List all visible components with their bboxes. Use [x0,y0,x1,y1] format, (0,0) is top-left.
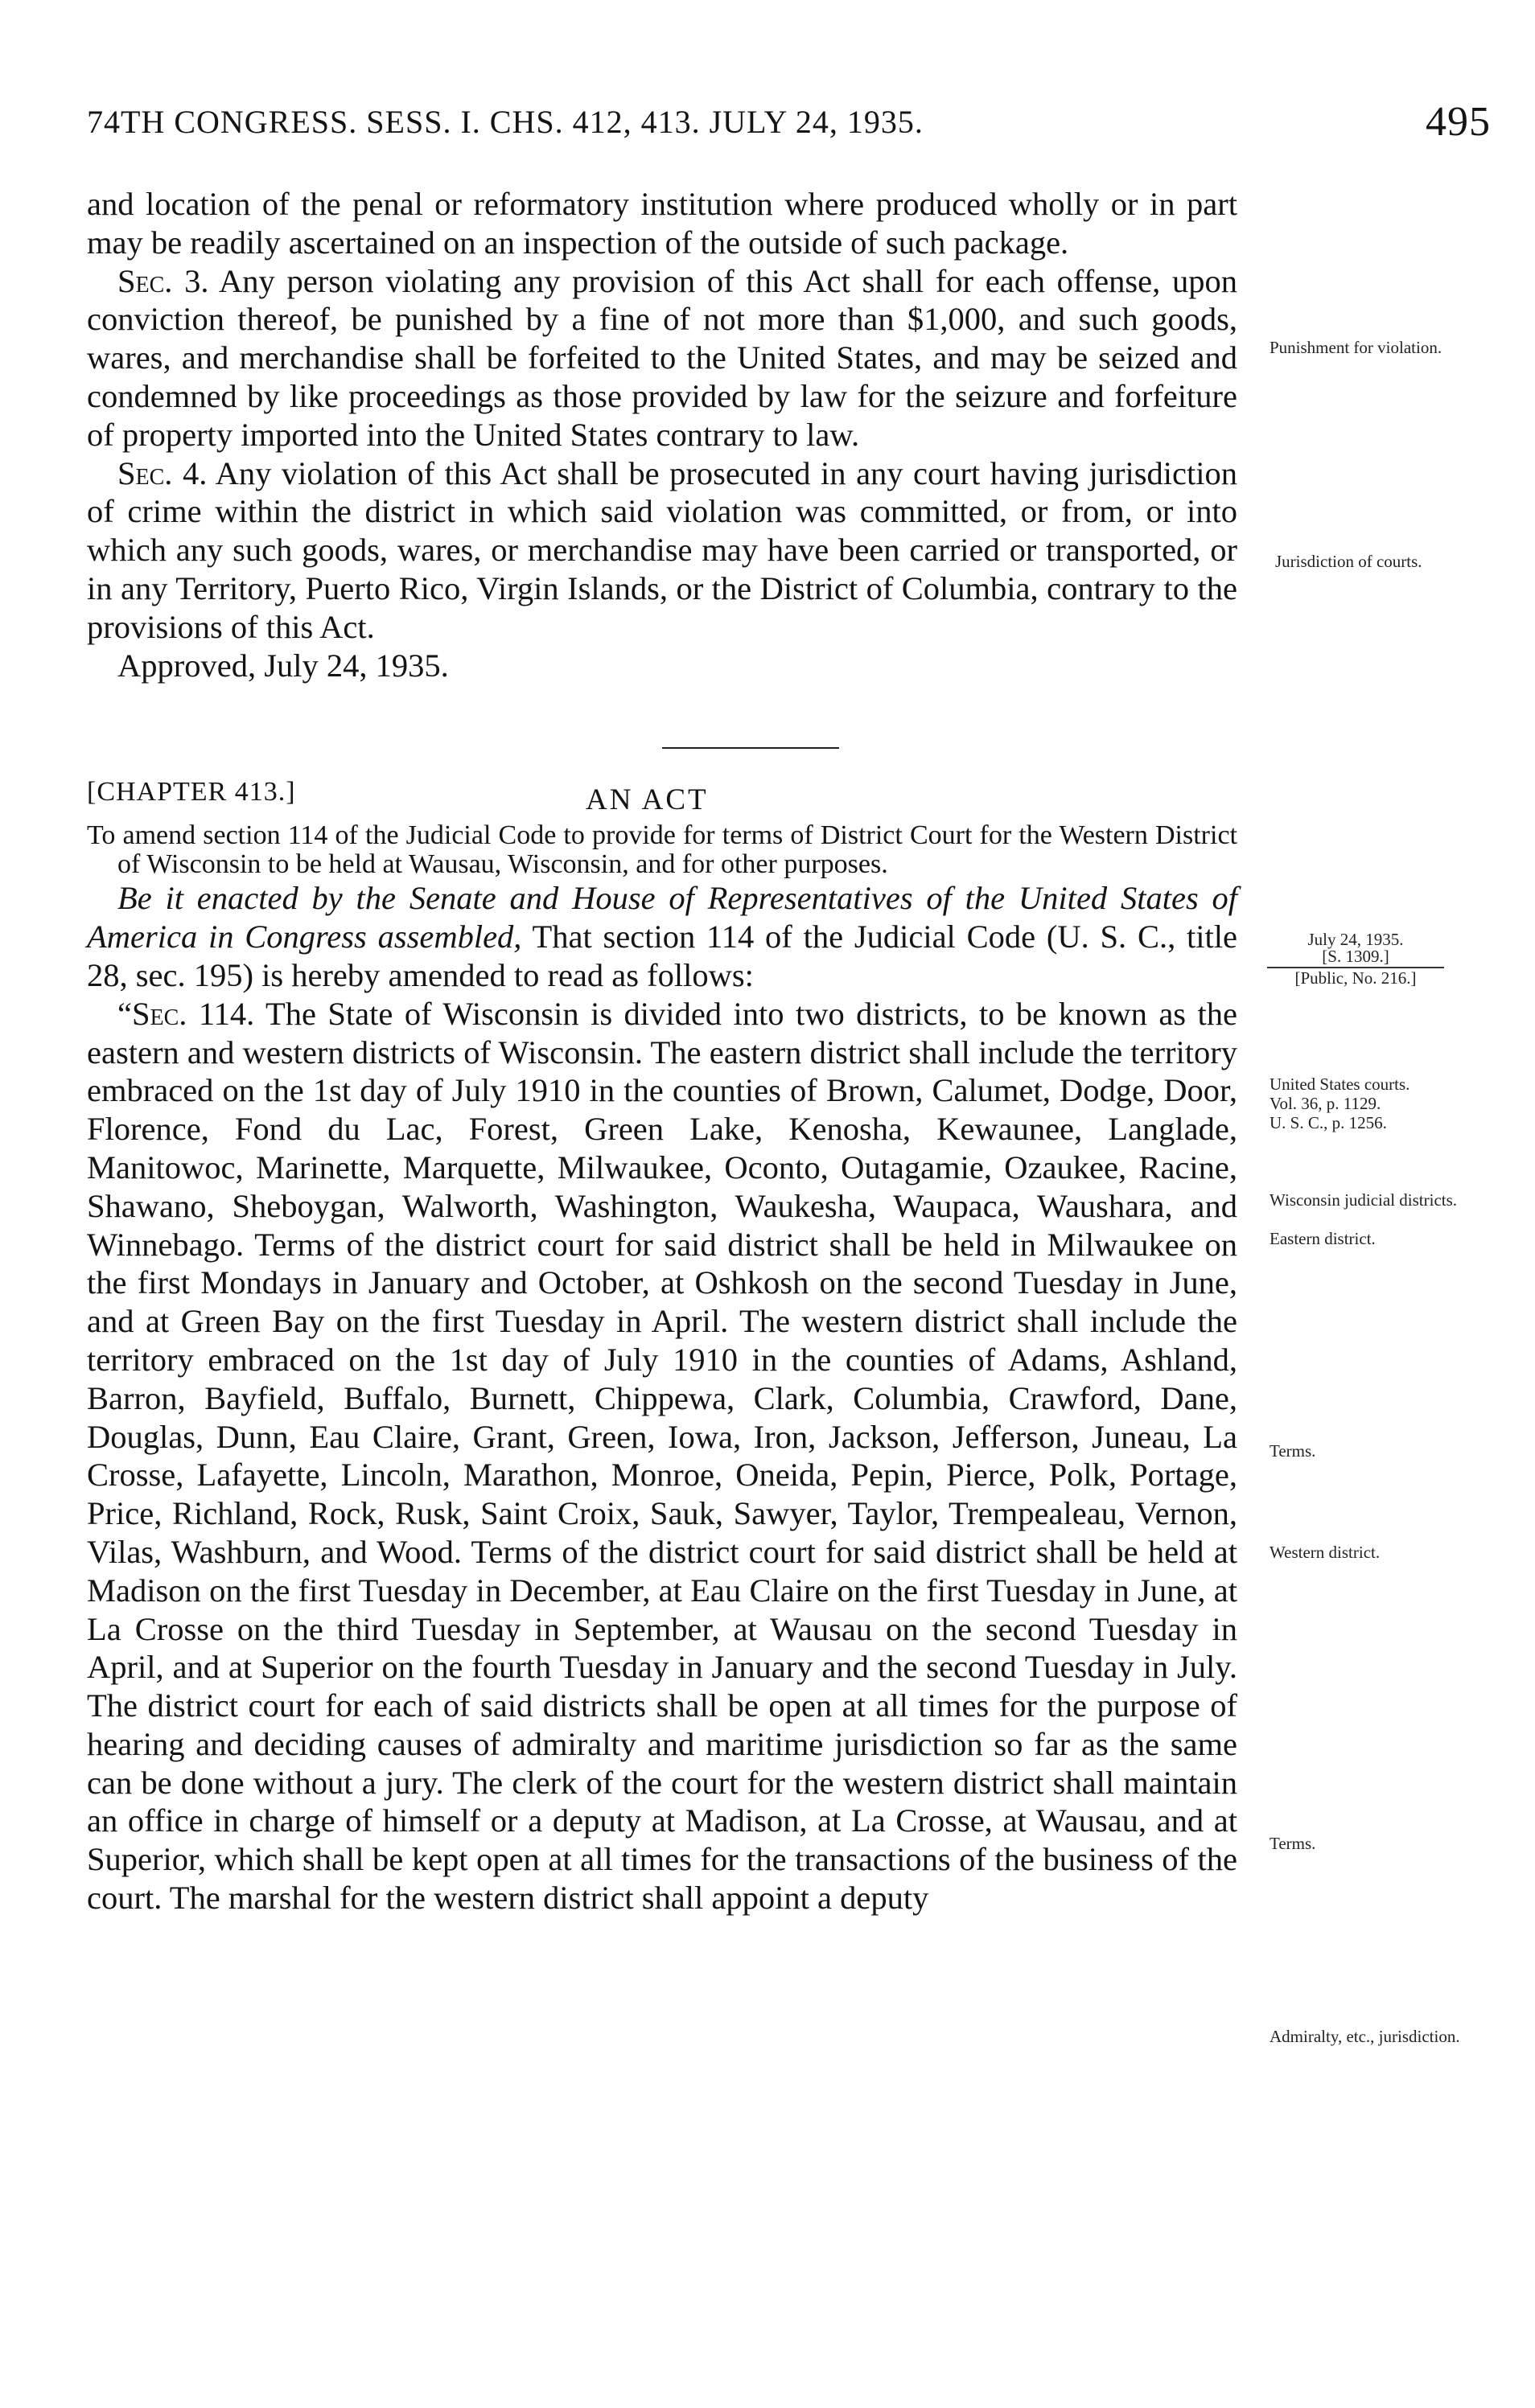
page-header [87,99,1491,151]
section-3-text: Any person violating any provision of this Act shall for each offense, upon conviction thereof, be punished by a fine of not more than $1,000, and such goods, wares, and merchandise shall be forfeited to the United States, and may be seized and condemned by like proceedings as those provided by law for the seizure and forfeiture of property imported into the United States contrary to law. [87,262,1237,453]
margin-note-wisconsin: Wisconsin judicial districts. [1270,1190,1458,1210]
main-text [87,185,1237,1917]
section-4 [87,454,1237,647]
margin-note-us-courts: United States courts. [1270,1075,1410,1094]
enacting-paragraph [87,879,1237,994]
margin-note-jurisdiction: Jurisdiction of courts. [1275,552,1422,571]
margin-note-admiralty: Admiralty, etc., jurisdiction. [1270,2027,1460,2046]
margin-note-bill: [S. 1309.] [1322,947,1389,966]
approval-line: Approved, July 24, 1935. [117,647,449,684]
margin-note-western: Western district. [1270,1543,1381,1562]
running-head: 74TH CONGRESS. SESS. I. CHS. 412, 413. JULY 24, 1935. [87,104,924,140]
section-114-label: “Sec. 114. [117,995,255,1032]
margin-note-date: July 24, 1935. [1307,930,1404,949]
margin-note-terms-1: Terms. [1270,1441,1316,1461]
margin-note-public: [Public, No. 216.] [1294,968,1417,988]
section-4-label: Sec. 4. [117,454,208,491]
section-114 [87,995,1237,1917]
enacting-rest: That section 114 of the Judicial Code (U. S. C., title 28, sec. 195) is hereby amended to read as follows: [87,918,1237,993]
section-4-text: Any violation of this Act shall be prosecuted in any court having jurisdiction of crime within the district in which said violation was committed, or from, or into which any such goods, wares, or merchandise may have been carried or transported, or in any Territory, Puerto Rico, Virgin Islands, or the District of Columbia, contrary to the provisions of this Act. [87,454,1238,645]
section-3 [87,262,1237,454]
margin-note-punishment: Punishment for violation. [1270,338,1442,357]
act-heading: AN ACT [586,783,709,817]
margin-note-eastern: Eastern district. [1270,1229,1376,1248]
chapter-label: [CHAPTER 413.] [87,777,296,807]
chapter-412-continuation: and location of the penal or reformatory institution where produced wholly or in part may be readily ascertained on an inspection of the outside of such package. [87,186,1237,261]
chapter-divider [662,747,839,749]
act-title: To amend section 114 of the Judicial Code to provide for terms of District Court for the Western District of Wisconsin to be held at Wausau, Wisconsin, and for other purposes. [87,820,1237,880]
enacting-clause: Be it enacted by the Senate and House of Representatives of the United States of America in Congress assembled, [87,880,1237,955]
margin-note-vol-ref: Vol. 36, p. 1129. [1270,1094,1381,1113]
margin-note-terms-2: Terms. [1270,1834,1316,1853]
section-3-label: Sec. 3. [117,262,209,299]
margin-note-usc-ref: U. S. C., p. 1256. [1270,1113,1387,1132]
section-114-text: The State of Wisconsin is divided into two districts, to be known as the eastern and western districts of Wisconsin. The eastern district shall include the territory embraced on the 1st day of July 1910 in the counties of Brown, Calumet, Dodge, Door, Florence, Fond du Lac, Forest, Green Lake, Kenosha, Kewaunee, Langlade, Manitowoc, Marinette, Marquette, Milwaukee, Oconto, Outagamie, Ozaukee, Racine, Shawano, Sheboygan, Walworth, Washington, Waukesha, Waupaca, Waushara, and Winnebago. Terms of the district court for said district shall be held in Milwaukee on the first Mondays in January and October, at Oshkosh on the second Tuesday in June, and at Green Bay on the first Tuesday in April. The western district shall include the territory embraced on the 1st day of July 1910 in the counties of Adams, Ashland, Barron, Bayfield, Buffalo, Burnett, Chippewa, Clark, Columbia, Crawford, Dane, Douglas, Dunn, Eau Claire, Grant, Green, Iowa, Iron, Jackson, Jefferson, Juneau, La Crosse, Lafayette, Lincoln, Marathon, Monroe, Oneida, Pepin, Pierce, Polk, Portage, Price, Richland, Rock, Rusk, Saint Croix, Sauk, Sawyer, Taylor, Trempealeau, Vernon, Vilas, Washburn, and Wood. Terms of the district court for said district shall be held at Madison on the first Tuesday in December, at Eau Claire on the first Tuesday in June, at La Crosse on the third Tuesday in September, at Wausau on the second Tuesday in April, and at Superior on the fourth Tuesday in January and the second Tuesday in July. The district court for each of said districts shall be open at all times for the purpose of hearing and deciding causes of admiralty and maritime jurisdiction so far as the same can be done without a jury. The clerk of the court for the western district shall maintain an office in charge of himself or a deputy at Madison, at La Crosse, at Wausau, and at Superior, which shall be kept open at all times for the transactions of the business of the court. The marshal for the western district shall appoint a deputy [87,995,1237,1917]
chapter-heading-row [87,766,1237,821]
margin-note-date-block [1267,931,1444,987]
page-number: 495 [1426,99,1491,145]
